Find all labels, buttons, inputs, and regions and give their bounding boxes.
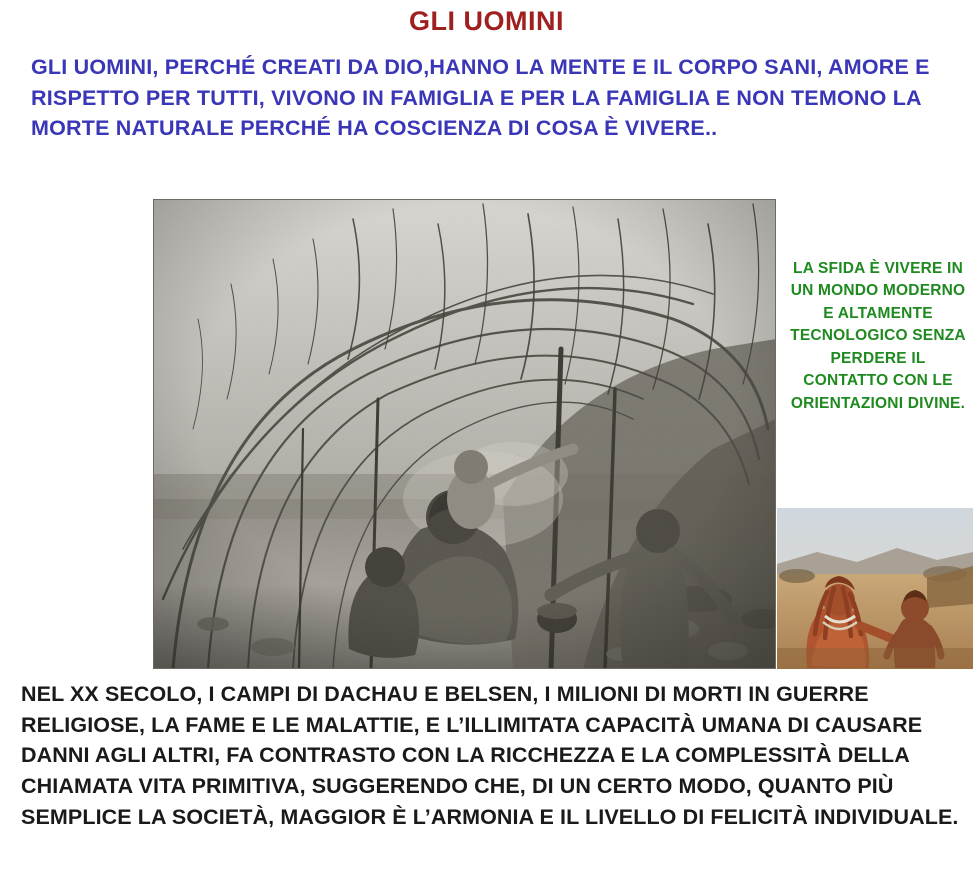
side-note-text: LA SFIDA È VIVERE IN UN MONDO MODERNO E ALTAMENTE TECNOLOGICO SENZA PERDERE IL CONTATTO CON LE ORIENTAZIONI DIVINE. — [790, 260, 966, 412]
bottom-paragraph: NEL XX SECOLO, I CAMPI DI DACHAU E BELSEN, I MILIONI DI MORTI IN GUERRE RELIGIOSE, LA FAME E LE MALATTIE, E L’ILLIMITATA CAPACITÀ UMANA DI CAUSARE DANNI AGLI ALTRI, FA CONTRASTO CON LA RICCHEZZA E LA COMPLESSITÀ DELLA CHIAMATA VITA PRIMITIVA, SUGGERENDO CHE, DI UN CERTO MODO, QUANTO PIÙ SEMPLICE LA SOCIETÀ, MAGGIOR È L’ARMONIA E IL LIVELLO DI FELICITÀ INDIVIDUALE. — [21, 682, 959, 829]
photo-hut-family-bw — [153, 199, 776, 669]
photo-himba-woman-child-color — [777, 508, 973, 669]
page-title: GLI UOMINI — [409, 6, 564, 36]
intro-paragraph: GLI UOMINI, PERCHÉ CREATI DA DIO,HANNO LA MENTE E IL CORPO SANI, AMORE E RISPETTO PER TUTTI, VIVONO IN FAMIGLIA E PER LA FAMIGLIA E NON TEMONO LA MORTE NATURALE PERCHÉ HA COSCIENZA DI COSA È VIVERE.. — [31, 55, 930, 141]
